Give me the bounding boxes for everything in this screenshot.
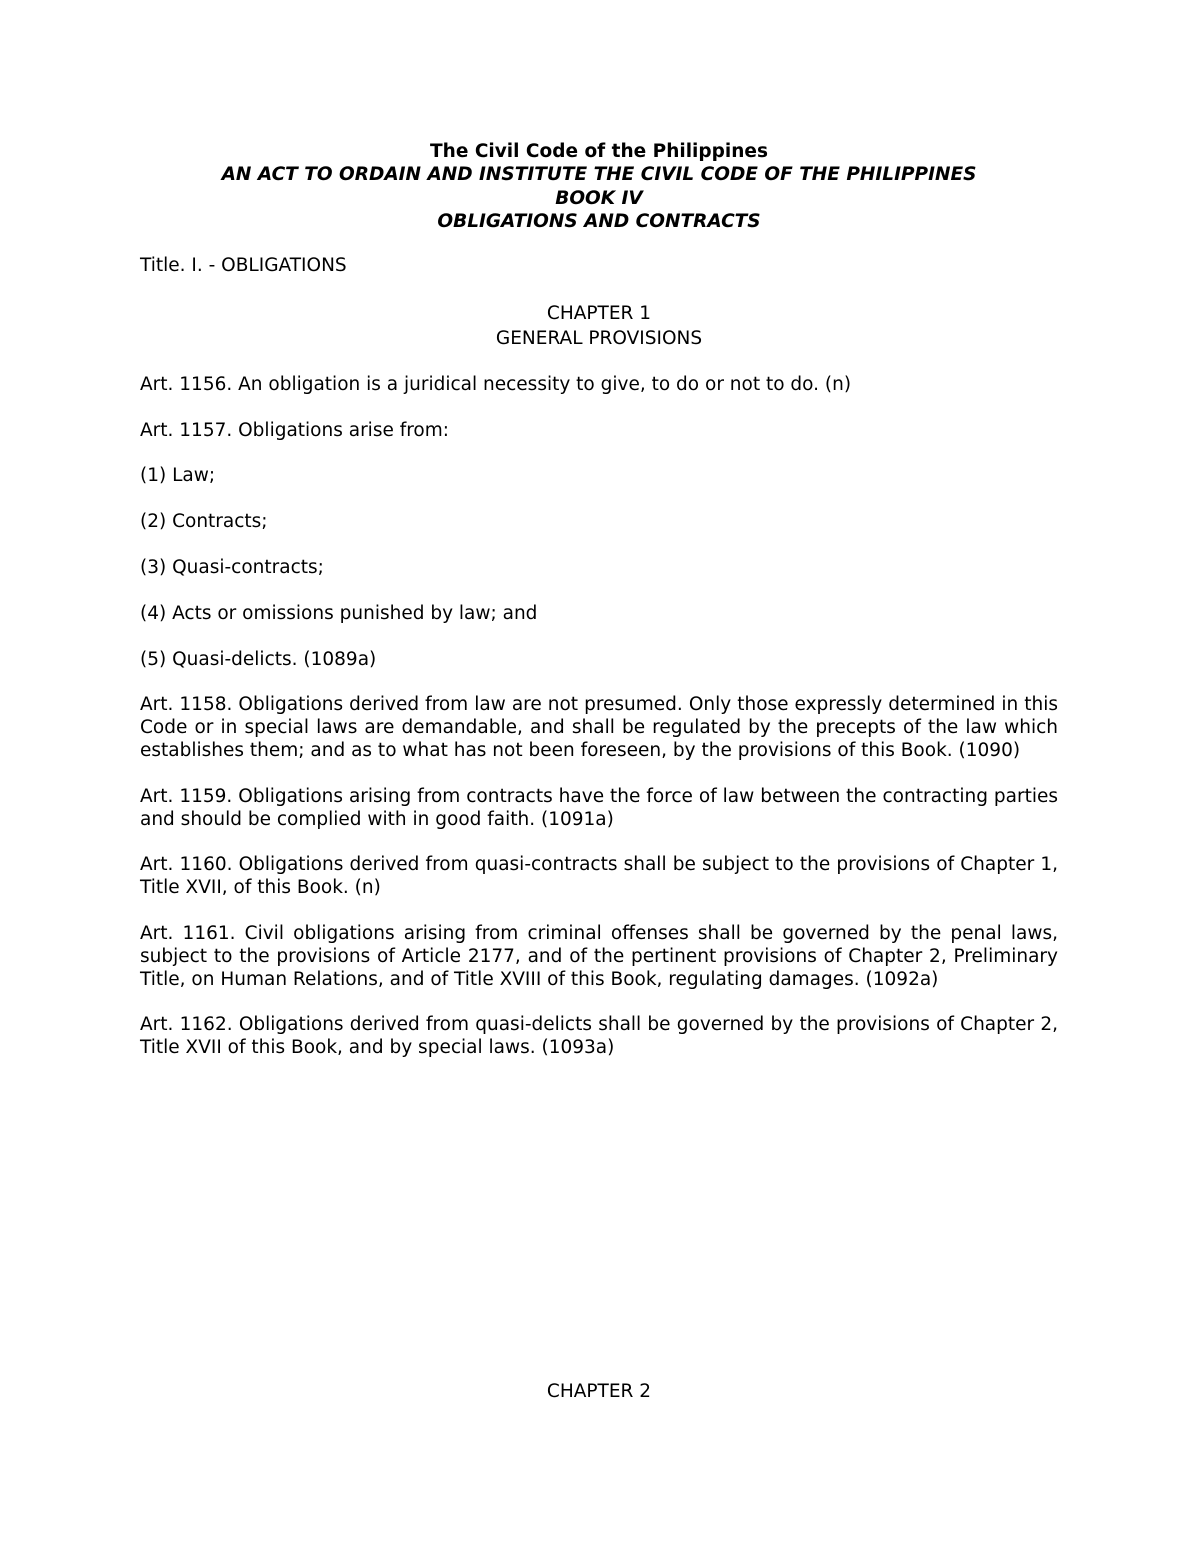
book-subject: OBLIGATIONS AND CONTRACTS (437, 210, 761, 232)
article-1157-item-3: (3) Quasi-contracts; (140, 556, 324, 578)
article-1162: Art. 1162. Obligations derived from quasi-delicts shall be governed by the provisions of Chapter 2, Title XVII of this Book, and by special laws. (1093a) (140, 1014, 1058, 1059)
article-1157: Art. 1157. Obligations arise from: (140, 419, 450, 441)
article-1157-item-4: (4) Acts or omissions punished by law; and (140, 602, 538, 624)
chapter-1-number: CHAPTER 1 (546, 302, 652, 324)
act-title: AN ACT TO ORDAIN AND INSTITUTE THE CIVIL CODE OF THE PHILIPPINES (221, 164, 977, 186)
book-title: BOOK IV (555, 187, 643, 209)
article-1157-item-1: (1) Law; (140, 465, 216, 487)
article-1159: Art. 1159. Obligations arising from contracts have the force of law between the contracting parties and should be complied with in good faith. (1091a) (140, 785, 1058, 830)
document-title: The Civil Code of the Philippines (430, 141, 768, 162)
chapter-1-name: GENERAL PROVISIONS (495, 327, 703, 349)
chapter-1-heading (140, 301, 1058, 351)
title-heading: Title. I. - OBLIGATIONS (140, 255, 347, 276)
document-header (140, 140, 1058, 233)
document-body (140, 255, 1058, 1083)
chapter-2-heading: CHAPTER 2 (546, 1381, 652, 1402)
article-1158: Art. 1158. Obligations derived from law are not presumed. Only those expressly determined in this Code or in special laws are demandable, and shall be regulated by the precepts of the law which establishes them; and as to what has not been foreseen, by the provisions of this Book. (1090) (140, 694, 1058, 761)
article-1157-item-5: (5) Quasi-delicts. (1089a) (140, 648, 377, 670)
article-1157-item-2: (2) Contracts; (140, 511, 268, 533)
article-1156: Art. 1156. An obligation is a juridical necessity to give, to do or not to do. (n) (140, 373, 852, 395)
article-1160: Art. 1160. Obligations derived from quasi-contracts shall be subject to the provisions of Chapter 1, Title XVII, of this Book. (n) (140, 854, 1058, 899)
article-1161: Art. 1161. Civil obligations arising from criminal offenses shall be governed by the penal laws, subject to the provisions of Article 2177, and of the pertinent provisions of Chapter 2, Preliminary Title, on Human Relations, and of Title XVIII of this Book, regulating damages. (1092a) (140, 922, 1058, 990)
